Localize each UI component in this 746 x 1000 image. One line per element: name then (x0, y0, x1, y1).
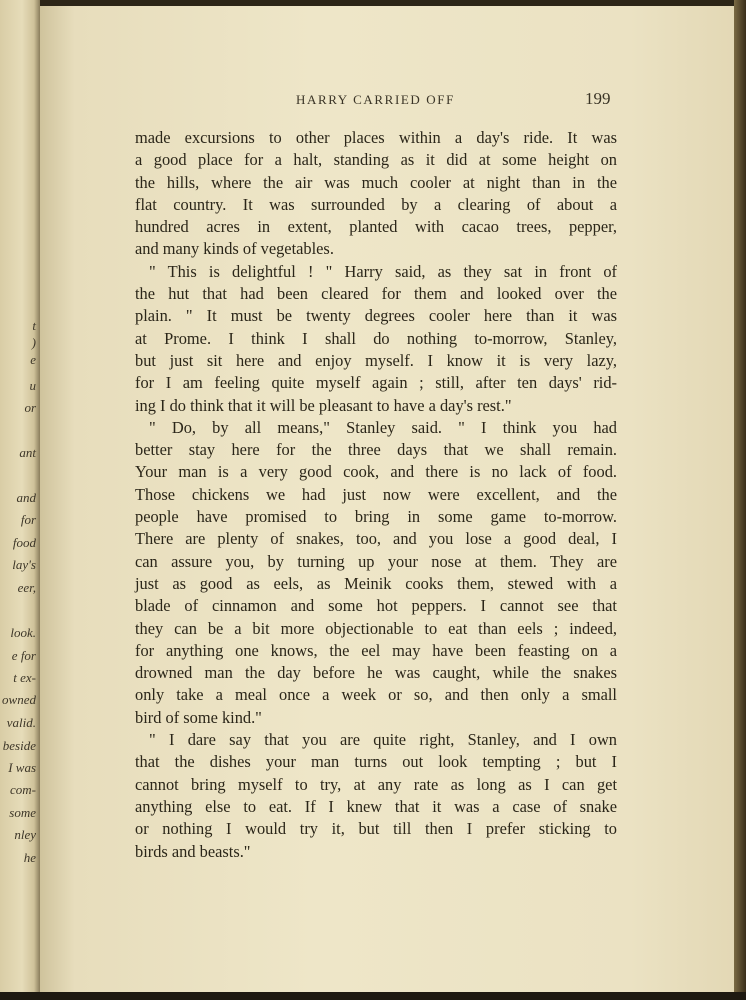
facing-page-fragment: beside (2, 738, 36, 753)
facing-page-fragment: lay's (12, 557, 36, 572)
text-line: that the dishes your man turns out look tempting ; but I (135, 752, 617, 772)
text-line: ing I do think that it will be pleasant to have a day's rest." (135, 395, 512, 415)
text-line: There are plenty of snakes, too, and you lose a good deal, I (135, 529, 617, 549)
page-right-edge (734, 0, 746, 1000)
text-line: they can be a bit more objectionable to eat than eels ; indeed, (135, 618, 617, 638)
text-line: at Prome. I think I shall do nothing to-morrow, Stanley, (135, 328, 617, 348)
facing-page-fragment: owned (2, 692, 36, 707)
facing-page-fragment: eer, (17, 580, 36, 595)
text-line: cannot bring myself to try, at any rate as long as I can get (135, 774, 617, 794)
text-line: a good place for a halt, standing as it did at some height on (135, 150, 617, 170)
text-line: the hut that had been cleared for them and looked over the (135, 284, 617, 304)
running-head: HARRY CARRIED OFF (296, 92, 455, 107)
facing-page-fragment: some (9, 805, 36, 820)
facing-page-fragment: e (30, 352, 36, 367)
text-line: made excursions to other places within a day's ride. It was (135, 128, 617, 147)
facing-page-fragment: com- (10, 782, 36, 797)
text-line: " Do, by all means," Stanley said. " I think you had (149, 417, 617, 437)
text-line: people have promised to bring in some game to-morrow. (135, 507, 617, 527)
facing-page-fragment: nley (14, 827, 36, 842)
page-number: 199 (585, 89, 611, 108)
text-line: flat country. It was surrounded by a clearing of about a (135, 194, 617, 214)
facing-page-fragment: and (16, 490, 36, 505)
text-line: " I dare say that you are quite right, Stanley, and I own (149, 730, 617, 750)
text-line: but just sit here and enjoy myself. I know it is very lazy, (135, 350, 617, 370)
text-line: better stay here for the three days that we shall remain. (135, 440, 617, 460)
text-line: and many kinds of vegetables. (135, 239, 334, 259)
text-line: " This is delightful ! " Harry said, as they sat in front of (149, 261, 617, 281)
text-line: hundred acres in extent, planted with cacao trees, pepper, (135, 217, 617, 237)
facing-page-fragment: he (23, 850, 36, 865)
facing-page-fragment: t ex- (13, 670, 36, 685)
facing-page-fragment: for (20, 512, 36, 527)
text-line: birds and beasts." (135, 841, 251, 861)
facing-page-edge (0, 0, 40, 1000)
facing-page-fragment: food (12, 535, 36, 550)
text-line: bird of some kind." (135, 707, 262, 727)
text-line: plain. " It must be twenty degrees cooler here than it was (135, 306, 617, 326)
facing-page-fragment: ant (19, 445, 36, 460)
facing-page-fragment: ) (31, 335, 36, 350)
text-line: or nothing I would try it, but till then I prefer sticking to (135, 819, 617, 839)
text-line: only take a meal once a week or so, and then only a small (135, 685, 617, 705)
body-text (135, 127, 617, 863)
facing-page-fragment: I was (8, 760, 36, 775)
text-line: Your man is a very good cook, and there is no lack of food. (135, 462, 617, 482)
text-line: Those chickens we had just now were excellent, and the (135, 484, 617, 504)
facing-page-fragment: valid. (6, 715, 36, 730)
text-line: drowned man the day before he was caught, while the snakes (135, 663, 617, 683)
text-line: just as good as eels, as Meinik cooks them, stewed with a (135, 573, 617, 593)
facing-page-fragment: or (24, 400, 36, 415)
text-line: can assure you, by turning up your nose at them. They are (135, 551, 617, 571)
text-line: blade of cinnamon and some hot peppers. I cannot see that (135, 596, 617, 616)
facing-page-fragment: t (32, 318, 36, 333)
scan-bottom-border (0, 992, 746, 1000)
text-line: anything else to eat. If I knew that it was a case of snake (135, 796, 617, 816)
facing-page-fragment: e for (11, 648, 36, 663)
text-line: for anything one knows, the eel may have been feasting on a (135, 640, 617, 660)
text-line: the hills, where the air was much cooler at night than in the (135, 172, 617, 192)
facing-page-fragment: look. (10, 625, 36, 640)
text-line: for I am feeling quite myself again ; still, after ten days' rid- (135, 373, 617, 393)
facing-page-fragment: u (29, 378, 36, 393)
